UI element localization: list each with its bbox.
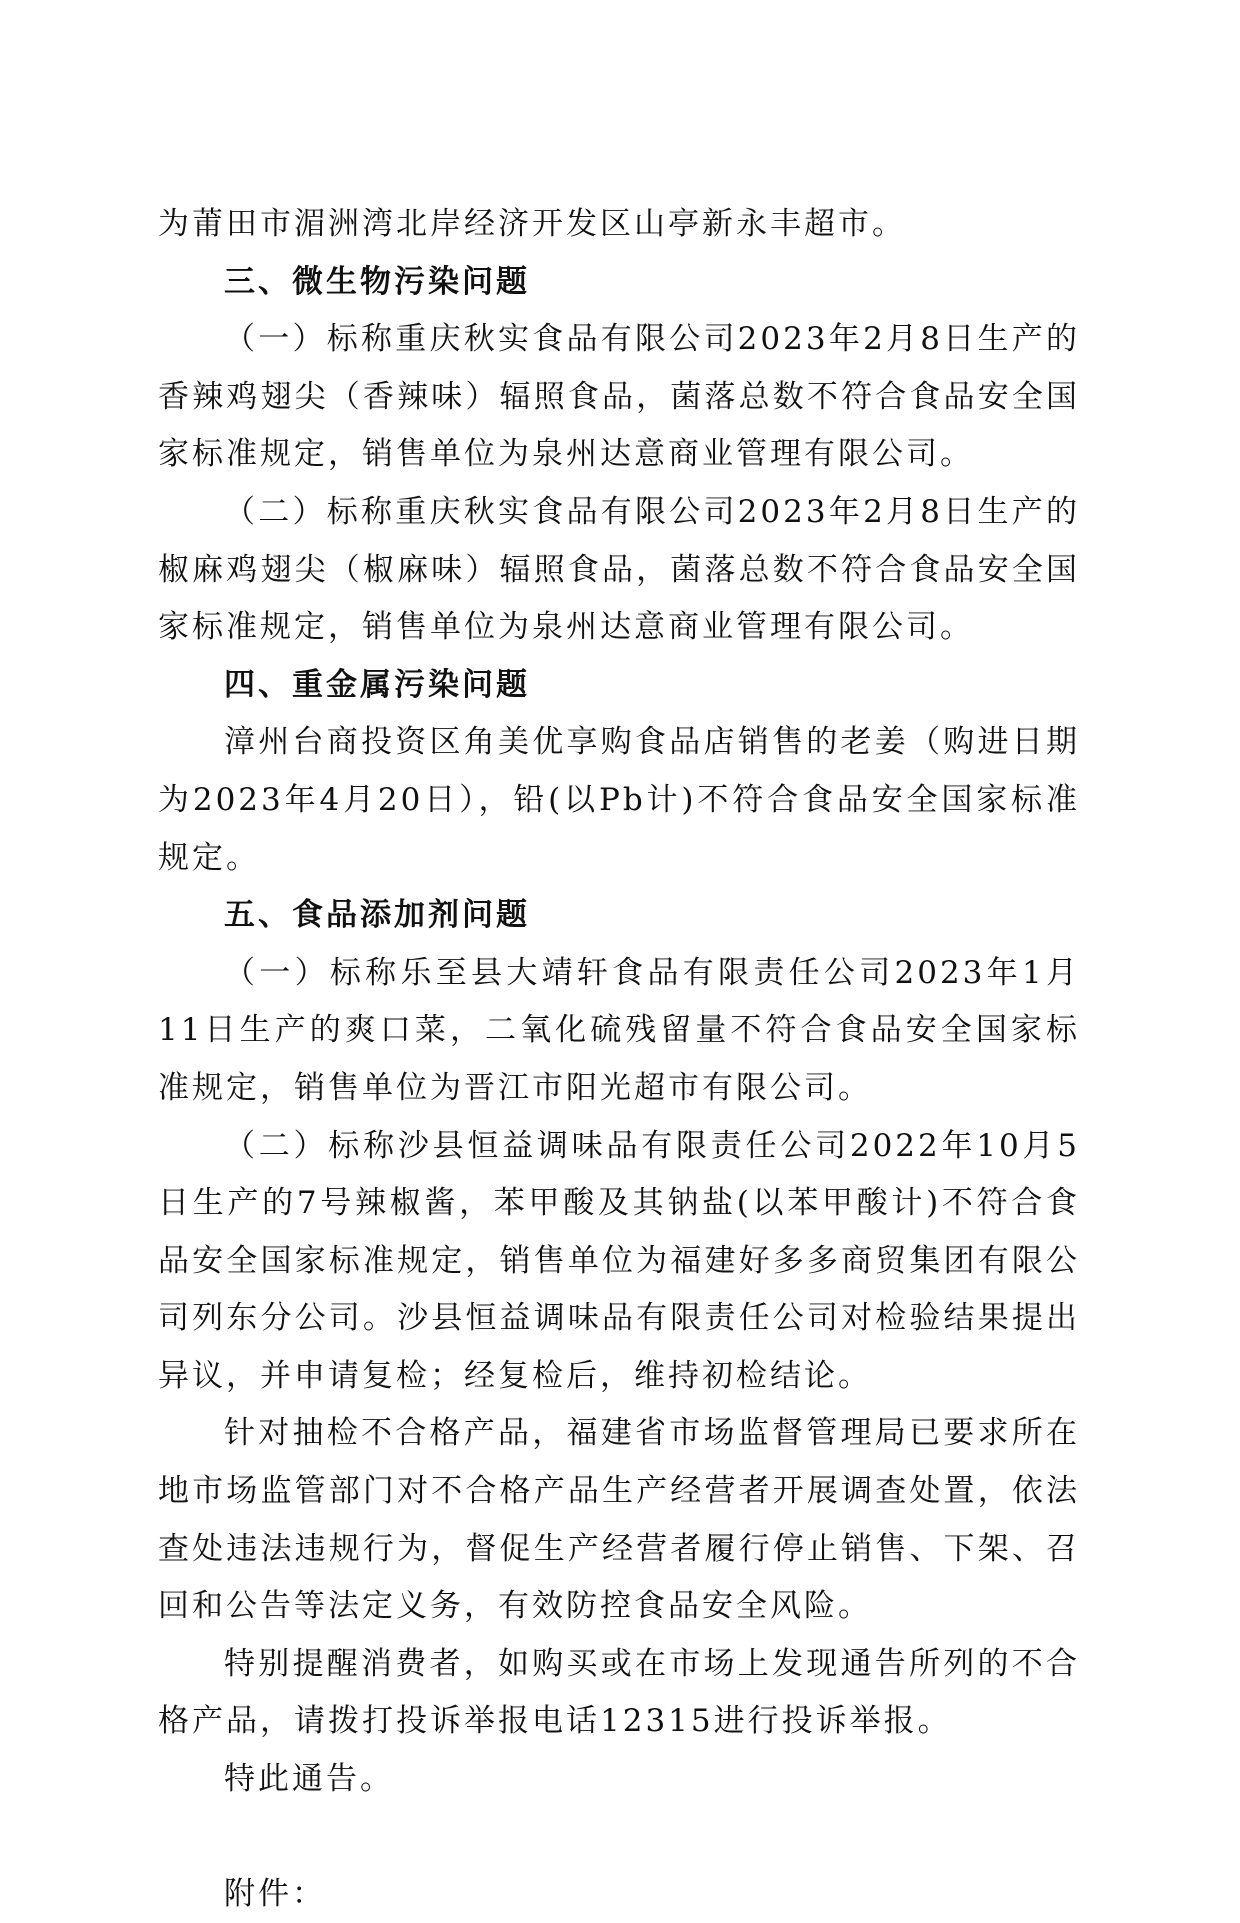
paragraph-microbial-2: （二）标称重庆秋实食品有限公司2023年2月8日生产的椒麻鸡翅尖（椒麻味）辐照食品，菌落总数不符合食品安全国家标准规定，销售单位为泉州达意商业管理有限公司。 — [158, 493, 1080, 646]
paragraph-continuation: 为莆田市湄洲湾北岸经济开发区山亭新永丰超市。 — [158, 206, 906, 242]
paragraph-additives-2: （二）标称沙县恒益调味品有限责任公司2022年10月5日生产的7号辣椒酱，苯甲酸及其钠盐(以苯甲酸计)不符合食品安全国家标准规定，销售单位为福建好多多商贸集团有限公司列东分公司。沙县恒益调味品有限责任公司对检验结果提出异议，并申请复检；经复检后，维持初检结论。 — [158, 1127, 1080, 1394]
paragraph-heavy-metal: 漳州台商投资区角美优享购食品店销售的老姜（购进日期为2023年4月20日），铅(以Pb计)不符合食品安全国家标准规定。 — [158, 724, 1080, 876]
document-body — [158, 196, 1080, 1923]
paragraph-consumer-reminder: 特别提醒消费者，如购买或在市场上发现通告所列的不合格产品，请拨打投诉举报电话12315进行投诉举报。 — [158, 1645, 1080, 1740]
blank-line — [158, 1809, 1080, 1866]
paragraph-enforcement: 针对抽检不合格产品，福建省市场监督管理局已要求所在地市场监管部门对不合格产品生产经营者开展调查处置，依法查处违法违规行为，督促生产经营者履行停止销售、下架、召回和公告等法定义务，有效防控食品安全风险。 — [158, 1415, 1080, 1625]
attachment-label: 附件： — [224, 1875, 326, 1912]
closing-notice: 特此通告。 — [224, 1761, 394, 1798]
section-heading-additives: 五、食品添加剂问题 — [224, 897, 530, 934]
section-heading-heavy-metal: 四、重金属污染问题 — [224, 666, 530, 703]
paragraph-additives-1: （一）标称乐至县大靖轩食品有限责任公司2023年1月11日生产的爽口菜，二氧化硫残留量不符合食品安全国家标准规定，销售单位为晋江市阳光超市有限公司。 — [158, 954, 1080, 1106]
paragraph-microbial-1: （一）标称重庆秋实食品有限公司2023年2月8日生产的香辣鸡翅尖（香辣味）辐照食品，菌落总数不符合食品安全国家标准规定，销售单位为泉州达意商业管理有限公司。 — [158, 321, 1080, 473]
section-heading-microbial: 三、微生物污染问题 — [224, 263, 530, 300]
